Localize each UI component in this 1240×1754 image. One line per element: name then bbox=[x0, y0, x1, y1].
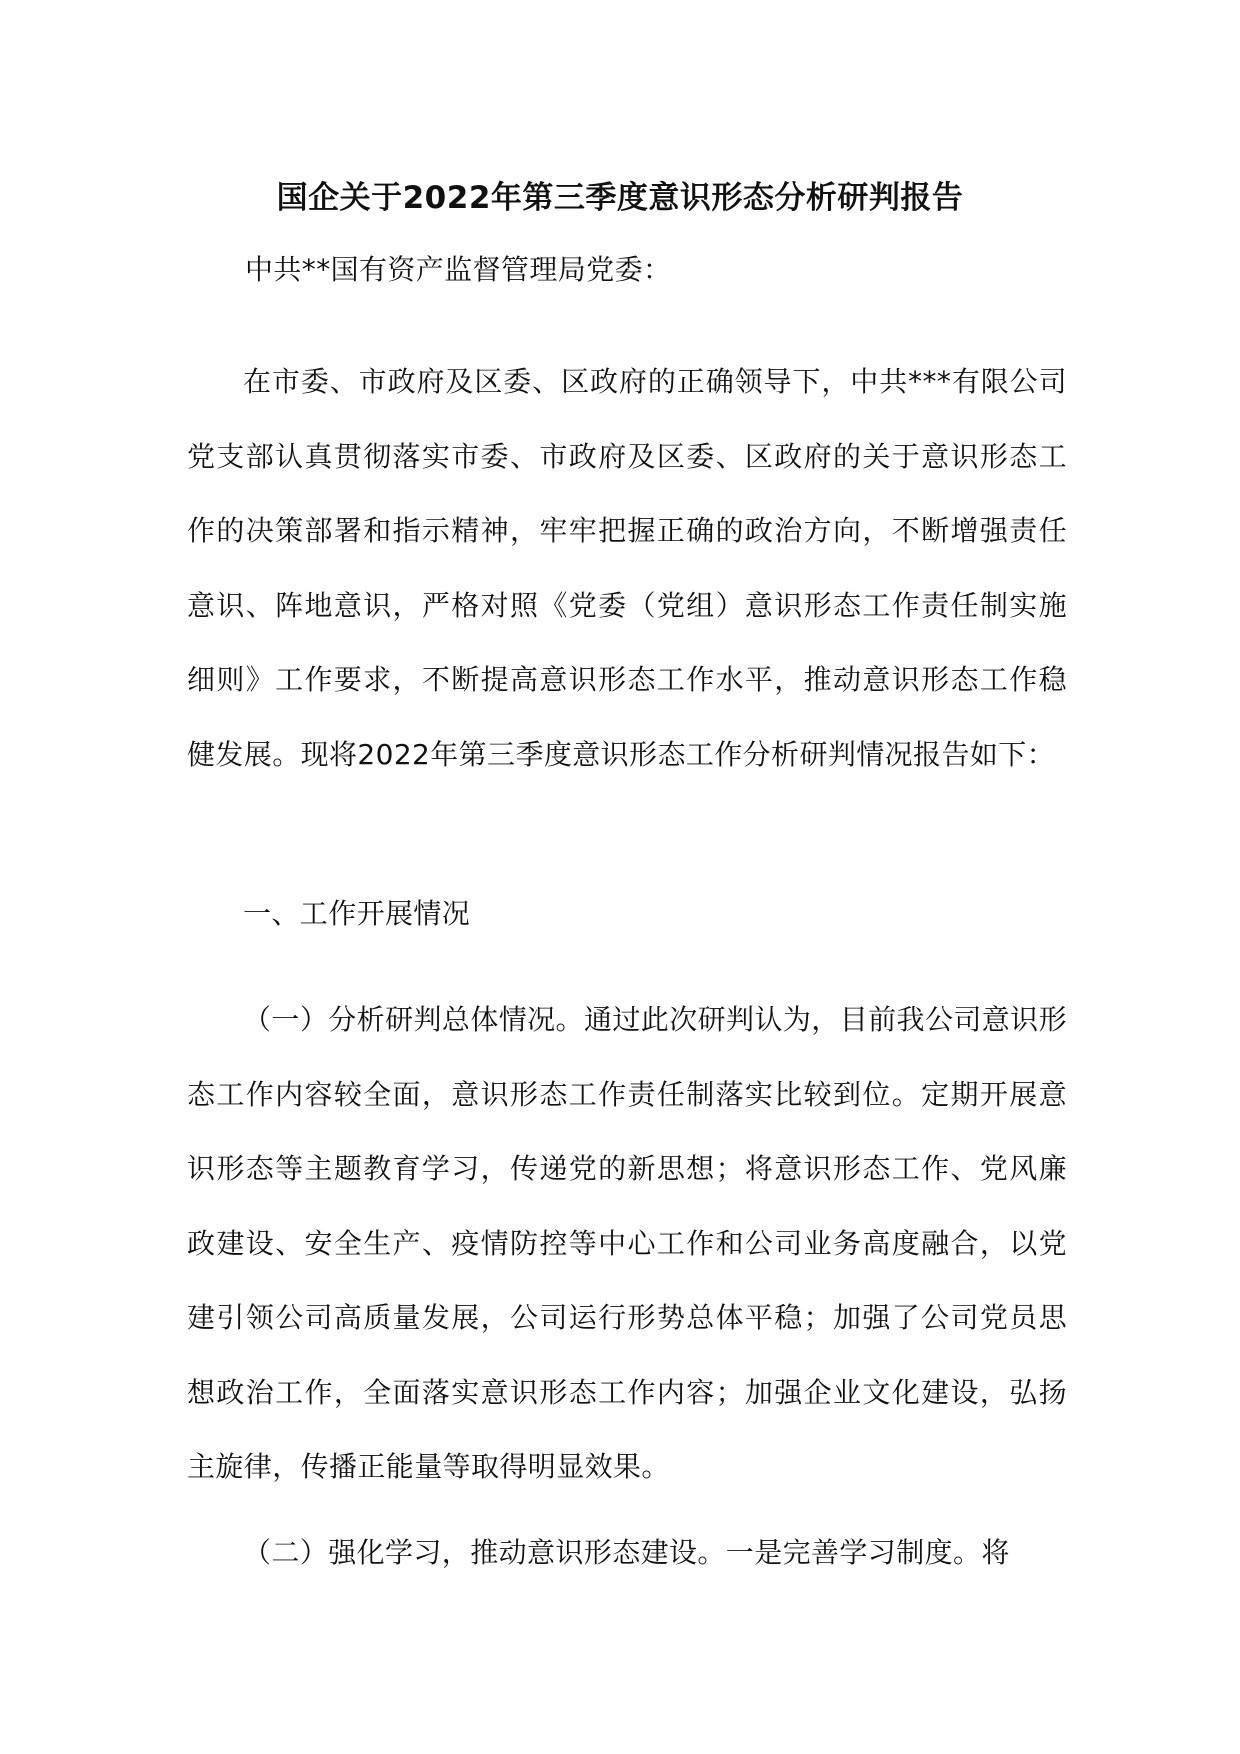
paragraph-intro: 在市委、市政府及区委、区政府的正确领导下，中共***有限公司党支部认真贯彻落实市委、市政府及区委、区政府的关于意识形态工作的决策部署和指示精神，牢牢把握正确的政治方向，不断增强责任意识、阵地意识，严格对照《党委（党组）意识形态工作责任制实施细则》工作要求，不断提高意识形态工作水平，推动意识形态工作稳健发展。现将2022年第三季度意识形态工作分析研判情况报告如下： bbox=[187, 365, 1067, 771]
salutation: 中共**国有资产监督管理局党委： bbox=[245, 253, 672, 286]
paragraph-overall-analysis: （一）分析研判总体情况。通过此次研判认为，目前我公司意识形态工作内容较全面，意识形态工作责任制落实比较到位。定期开展意识形态等主题教育学习，传递党的新思想；将意识形态工作、党风廉政建设、安全生产、疫情防控等中心工作和公司业务高度融合，以党建引领公司高质量发展，公司运行形势总体平稳；加强了公司党员思想政治工作，全面落实意识形态工作内容；加强企业文化建设，弘扬主旋律，传播正能量等取得明显效果。 bbox=[187, 1003, 1067, 1483]
section-heading: 一、工作开展情况 bbox=[243, 897, 471, 930]
paragraph-strengthen-learning: （二）强化学习，推动意识形态建设。一是完善学习制度。将 bbox=[243, 1536, 1010, 1569]
document-title: 国企关于2022年第三季度意识形态分析研判报告 bbox=[276, 180, 964, 216]
